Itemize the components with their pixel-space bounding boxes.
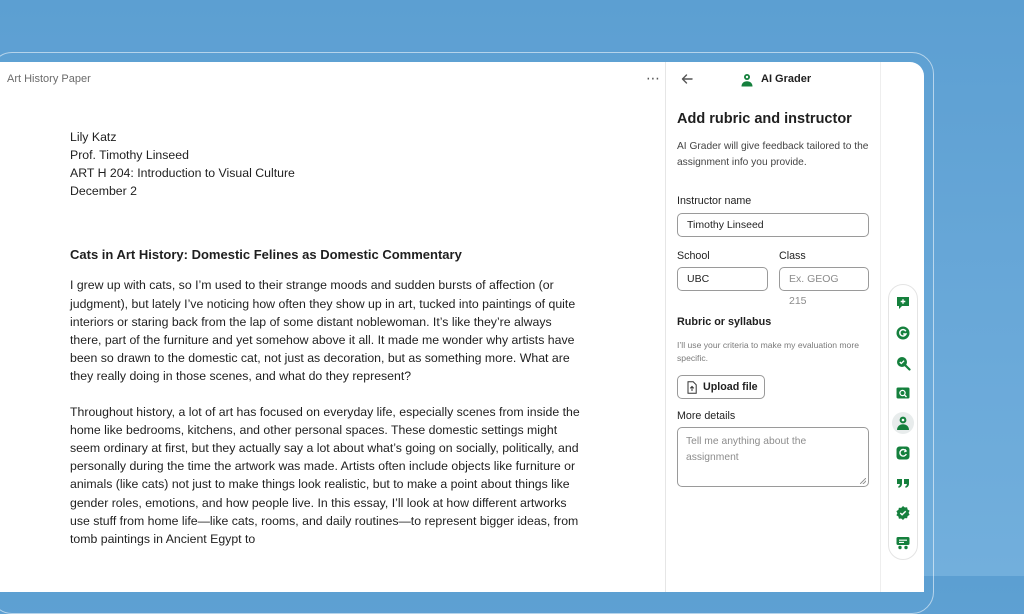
essay-paragraph: Throughout history, a lot of art has focused on everyday life, especially scenes from inside the home like bedrooms, kitchens, and other personal spaces. These domestic settings might seem ordinary at first, but they actually say a lot about what’s going on socially, politically, and personally during the time the artwork was made. Artists often include objects like furniture or animals (like cats) not just to make things look realistic, but to make a point about things like gender roles, emotions, and how people live. In this essay, I’ll look at how different artworks use stuff from home life—like cats, rooms, and daily routines—to represent bigger ideas, from tomb paintings in Ancient Egypt to: [70, 405, 580, 546]
document-title: Art History Paper: [7, 73, 91, 85]
upload-file-button[interactable]: [677, 375, 765, 399]
details-textarea[interactable]: [677, 427, 869, 487]
professor-name: Prof. Timothy Linseed: [70, 148, 189, 163]
rubric-hint: I’ll use your criteria to make my evaluation more specific.: [677, 340, 859, 363]
school-label: School: [677, 250, 710, 262]
panel-header-title: AI Grader: [761, 73, 812, 85]
citation-icon[interactable]: [895, 475, 911, 491]
ai-grader-icon[interactable]: [895, 415, 911, 431]
app-window: [0, 62, 924, 592]
details-label: More details: [677, 410, 736, 422]
instructor-input[interactable]: Timothy Linseed: [677, 213, 869, 237]
details-placeholder: Tell me anything about the assignment: [686, 436, 807, 463]
expert-review-icon[interactable]: [895, 385, 911, 401]
search-check-icon[interactable]: [895, 355, 911, 371]
paraphraser-icon[interactable]: [895, 445, 911, 461]
essay-paragraph: I grew up with cats, so I’m used to their strange moods and sudden bursts of affection (or judgment), but lately I’ve noticing how often they show up in art, tucked into paintings of quite interiors or staring back from the lap of some distant noblewoman. It’s like they’re always there, part of the furniture and yet somehow above it all. It made me wonder why artists have been so drawn to the domestic cat, not just as decoration, but as something more. What are they really doing in those scenes, and what do they represent?: [70, 278, 576, 383]
ai-grader-panel: [666, 62, 880, 592]
class-label: Class: [779, 250, 806, 262]
course-name: ART H 204: Introduction to Visual Culture: [70, 166, 295, 181]
document-area: [0, 62, 665, 592]
class-input[interactable]: Ex. GEOG 215: [779, 267, 869, 291]
document-date: December 2: [70, 184, 137, 199]
back-arrow-icon[interactable]: [680, 72, 694, 86]
panel-header: [666, 62, 880, 98]
resize-handle-icon[interactable]: [860, 478, 866, 484]
file-upload-icon: [687, 381, 697, 394]
document-meta: [70, 128, 580, 200]
document-body[interactable]: [70, 128, 580, 548]
instructor-label: Instructor name: [677, 195, 752, 207]
ai-grader-header-icon: [741, 73, 753, 87]
verified-check-icon[interactable]: [895, 505, 911, 521]
panel-heading: Add rubric and instructor: [677, 111, 852, 127]
essay-heading: Cats in Art History: Domestic Felines as Domestic Commentary: [70, 247, 462, 263]
comment-plus-icon[interactable]: [895, 295, 911, 311]
upload-file-label: Upload file: [703, 381, 758, 393]
reader-reactions-icon[interactable]: [895, 535, 911, 551]
more-options-icon[interactable]: ⋯: [646, 70, 661, 86]
right-toolbar: [888, 284, 918, 560]
author-name: Lily Katz: [70, 130, 117, 144]
toolbar-divider: [880, 62, 881, 592]
panel-subtitle: AI Grader will give feedback tailored to the assignment info you provide.: [677, 141, 869, 168]
rubric-section-title: Rubric or syllabus: [677, 316, 772, 328]
school-input[interactable]: UBC: [677, 267, 768, 291]
grammarly-icon[interactable]: [895, 325, 911, 341]
